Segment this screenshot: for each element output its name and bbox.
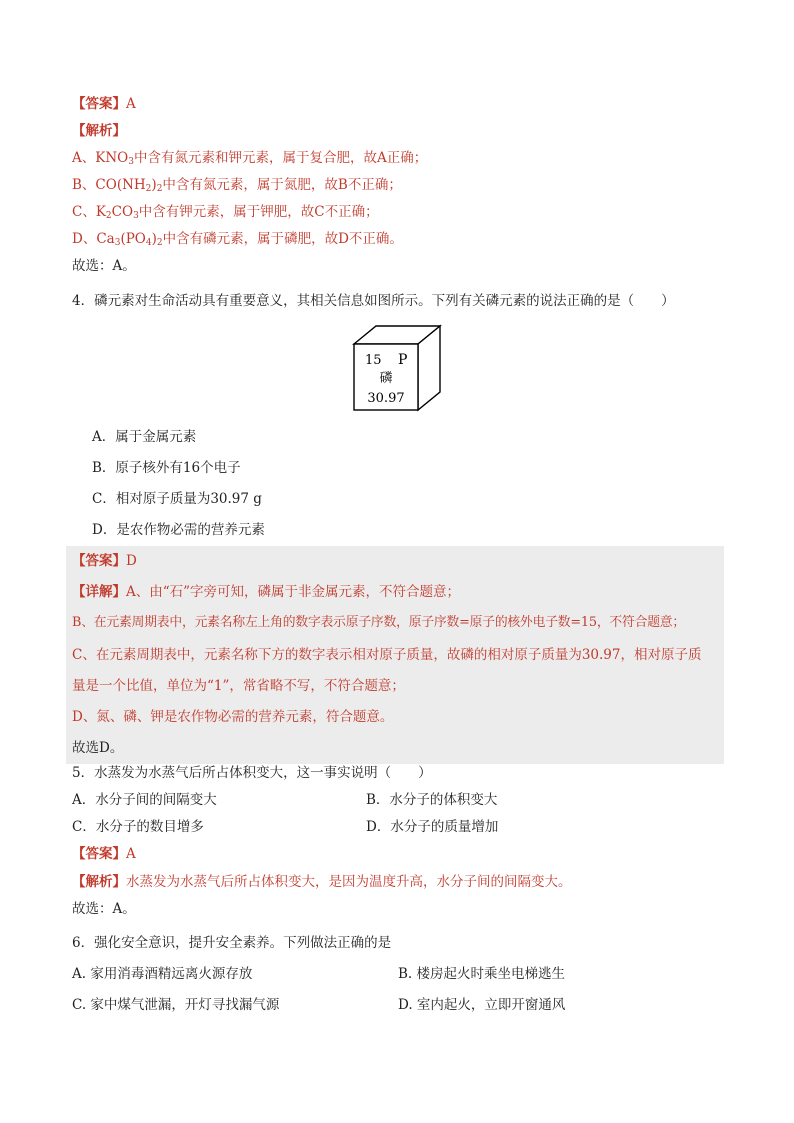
q3-analysis-line-b: B、$CO(NH_2)_2$中含有氮元素，属于氮肥，故B不正确； bbox=[72, 177, 402, 194]
q6-option-a: A. 家用消毒酒精远离火源存放 bbox=[72, 966, 253, 982]
answer-value: A bbox=[126, 96, 136, 112]
q4-option-b: B．原子核外有16个电子 bbox=[92, 460, 241, 476]
q5-option-b: B．水分子的体积变大 bbox=[366, 792, 498, 808]
q4-detail-line-d: D、氮、磷、钾是农作物必需的营养元素，符合题意。 bbox=[72, 709, 394, 725]
q3-analysis-line-d: D、$Ca_3(PO_4)_2$中含有磷元素，属于磷肥，故D不正确。 bbox=[72, 231, 403, 248]
q6-option-d: D. 室内起火，立即开窗通风 bbox=[398, 997, 566, 1013]
q3-analysis-line-c: C、$K_2CO_3$中含有钾元素，属于钾肥，故C不正确； bbox=[72, 204, 379, 221]
q4-detail-line-a: 【详解】A、由“石”字旁可知，磷属于非金属元素，不符合题意； bbox=[72, 584, 461, 600]
element-number: 15 bbox=[365, 353, 382, 368]
q5-option-c: C．水分子的数目增多 bbox=[72, 819, 204, 835]
element-name: 磷 bbox=[379, 371, 393, 386]
q4-option-a: A．属于金属元素 bbox=[92, 429, 197, 445]
q3-conclusion: 故选：A。 bbox=[72, 258, 136, 274]
q3-analysis-line-a: A、$KNO_3$中含有氮元素和钾元素，属于复合肥，故A正确； bbox=[72, 150, 428, 167]
q5-option-d: D．水分子的质量增加 bbox=[366, 819, 499, 835]
q6-option-c: C. 家中煤气泄漏，开灯寻找漏气源 bbox=[72, 997, 280, 1013]
q6-option-b: B. 楼房起火时乘坐电梯逃生 bbox=[398, 966, 566, 982]
q5-conclusion: 故选：A。 bbox=[72, 901, 136, 917]
q4-detail-line-b: B、在元素周期表中，元素名称左上角的数字表示原子序数，原子序数=原子的核外电子数=15，不符合题意； bbox=[72, 615, 685, 630]
q4-detail-line-c: C、在元素周期表中，元素名称下方的数字表示相对原子质量，故磷的相对原子质量为30.97，相对原子质 bbox=[72, 647, 702, 663]
q6-question: 6．强化安全意识，提升安全素养。下列做法正确的是 bbox=[72, 935, 392, 951]
q4-conclusion: 故选D。 bbox=[72, 740, 124, 756]
q5-analysis-line: 【解析】水蒸发为水蒸气后所占体积变大，是因为温度升高，水分子间的间隔变大。 bbox=[72, 874, 572, 890]
q3-answer-line bbox=[72, 94, 136, 114]
q4-answer-line: 【答案】D bbox=[72, 553, 137, 569]
answer-tag: 【答案】 bbox=[72, 96, 126, 112]
q4-question: 4．磷元素对生命活动具有重要意义，其相关信息如图所示。下列有关磷元素的说法正确的是（ ） bbox=[72, 293, 675, 309]
q4-detail-line-c-cont: 量是一个比值，单位为“1”，常省略不写，不符合题意； bbox=[72, 678, 405, 694]
element-symbol: P bbox=[398, 352, 408, 368]
element-mass: 30.97 bbox=[367, 391, 405, 406]
q3-analysis-tag: 【解析】 bbox=[72, 123, 126, 139]
q4-option-c: C．相对原子质量为30.97 g bbox=[92, 491, 262, 507]
element-cube-figure bbox=[350, 322, 446, 414]
q4-option-d: D．是农作物必需的营养元素 bbox=[92, 522, 265, 538]
q5-option-a: A．水分子间的间隔变大 bbox=[72, 792, 217, 808]
q5-question: 5．水蒸发为水蒸气后所占体积变大，这一事实说明（ ） bbox=[72, 765, 432, 781]
q5-answer-line: 【答案】A bbox=[72, 846, 136, 862]
